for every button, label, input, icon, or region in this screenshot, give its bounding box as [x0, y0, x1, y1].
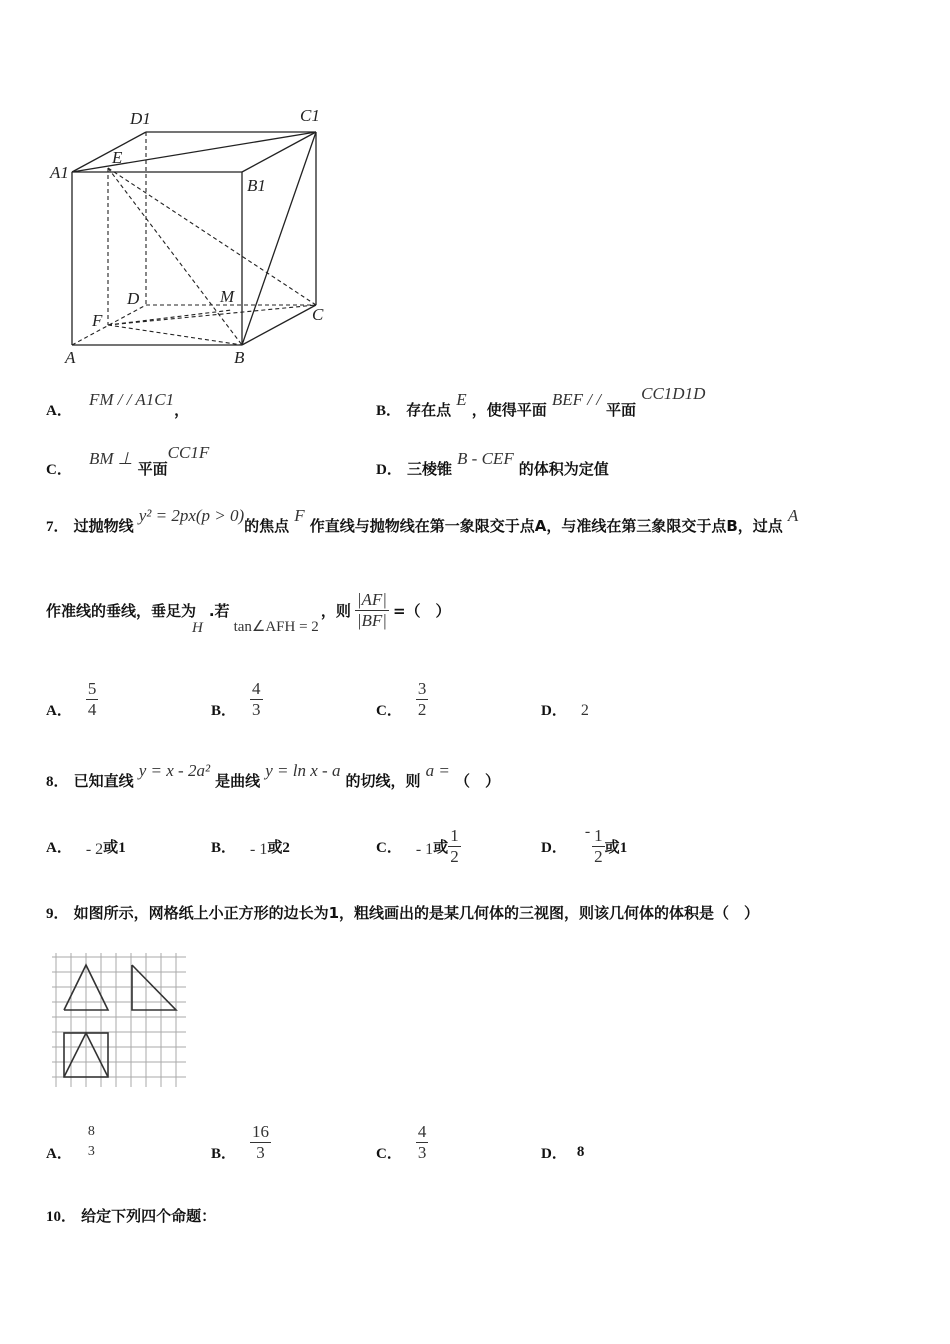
q7-option-b[interactable]	[211, 675, 263, 723]
q8-option-c[interactable]	[376, 815, 461, 867]
question-text: 作直线与抛物线在第一象限交于点A，与准线在第三象限交于点B，过点	[309, 517, 783, 535]
option-text: 平面	[137, 460, 168, 478]
question-text: 已知直线	[73, 772, 134, 790]
or-word: 或	[604, 838, 620, 856]
q6-option-d[interactable]	[376, 448, 609, 478]
option-value: 1	[619, 840, 628, 856]
or-word: 或	[103, 838, 119, 856]
fraction-numerator: 16	[252, 1121, 270, 1141]
option-value: 2	[580, 702, 589, 719]
label-F: F	[92, 311, 103, 330]
question-text: 过抛物线	[73, 517, 134, 535]
option-fraction	[416, 679, 429, 720]
option-fraction	[448, 826, 461, 867]
condition-expression: tan∠AFH = 2	[233, 619, 319, 635]
q9-option-c[interactable]	[376, 1118, 428, 1166]
fraction-denominator: 3	[256, 1142, 265, 1162]
question-text: ，则	[320, 602, 351, 620]
question-text: 作准线的垂线，垂足为	[46, 602, 197, 620]
option-text: 存在点	[406, 401, 452, 419]
minus-sign: -	[584, 823, 591, 840]
question-text: 给定下列四个命题：	[81, 1207, 217, 1225]
ratio-fraction	[355, 590, 389, 631]
option-text: 平面	[606, 401, 637, 419]
math-expression: FM / / A1C1	[88, 390, 175, 409]
option-label: C．	[376, 702, 402, 719]
fraction-denominator: 3	[252, 699, 261, 719]
fraction-denominator: 2	[594, 847, 603, 866]
q7-options	[46, 675, 746, 725]
math-expression: B - CEF	[457, 449, 514, 468]
label-B: B	[234, 348, 245, 367]
math-expression: F	[294, 506, 305, 525]
question-number: 7．	[46, 519, 69, 535]
curve-equation: y = ln x - a	[265, 761, 341, 780]
question-number: 10．	[46, 1209, 77, 1225]
math-expression: A	[787, 506, 799, 525]
option-fraction	[250, 1122, 271, 1163]
option-label: D．	[541, 1145, 567, 1162]
parabola-equation: y² = 2px(p > 0)	[138, 506, 245, 525]
option-value: 1	[118, 840, 126, 856]
fraction-numerator: 4	[252, 678, 261, 698]
q7-stem-line1	[46, 505, 799, 535]
q8-option-a[interactable]	[46, 815, 126, 867]
q7-option-a[interactable]	[46, 675, 98, 723]
math-expression: H	[192, 620, 203, 636]
option-value: - 1	[250, 841, 268, 858]
fraction-denominator: 2	[450, 847, 459, 866]
option-label: B．	[211, 1145, 237, 1162]
question-number: 8．	[46, 774, 69, 790]
option-label: C．	[376, 1145, 402, 1162]
label-A1: A1	[50, 163, 69, 182]
fraction-denominator: |BF|	[356, 611, 387, 630]
option-label: C．	[46, 462, 72, 478]
fraction-numerator: 5	[87, 678, 97, 698]
option-label: B．	[376, 403, 402, 419]
q8-option-d[interactable]	[541, 815, 627, 867]
q8-option-b[interactable]	[211, 815, 290, 867]
question-number: 9．	[46, 906, 69, 922]
or-word: 或	[267, 838, 283, 856]
option-value: 2	[282, 840, 290, 856]
label-E: E	[112, 148, 123, 167]
option-value: - 1	[415, 841, 434, 858]
answer-blank: =（ ）	[392, 602, 451, 620]
q7-option-c[interactable]	[376, 675, 428, 723]
question-text: 如图所示，网格纸上小正方形的边长为1，粗线画出的是某几何体的三视图，则该几何体的体积是（ ）	[73, 904, 760, 922]
option-value: - 2	[85, 841, 104, 858]
question-text: .若	[208, 602, 230, 620]
math-expression: E	[456, 390, 467, 409]
fraction-numerator: |AF|	[356, 590, 387, 609]
label-C1: C1	[300, 106, 320, 125]
option-fraction	[86, 1122, 97, 1162]
q9-option-a[interactable]	[46, 1118, 97, 1166]
option-label: B．	[211, 840, 237, 856]
option-fraction	[416, 1122, 429, 1163]
option-label: D．	[376, 462, 402, 478]
cube-figure	[45, 95, 345, 370]
q6-option-a[interactable]	[46, 389, 190, 419]
fraction-numerator: 1	[450, 826, 459, 845]
q10-stem	[46, 1205, 216, 1226]
option-label: A．	[46, 702, 72, 719]
math-expression: CC1F	[167, 443, 210, 462]
label-B1: B1	[247, 176, 266, 195]
q9-stem	[46, 902, 759, 923]
q9-option-b[interactable]	[211, 1118, 271, 1166]
option-fraction	[250, 679, 263, 720]
label-C: C	[312, 305, 324, 324]
question-text: 的切线，则	[345, 772, 421, 790]
math-expression: CC1D1D	[641, 384, 706, 403]
option-text: 的体积为定值	[518, 460, 609, 478]
math-expression: BEF / /	[551, 390, 601, 409]
fraction-numerator: 3	[417, 678, 427, 698]
question-text: 是曲线	[215, 772, 261, 790]
fraction-denominator: 4	[87, 699, 97, 719]
option-fraction	[86, 679, 99, 720]
q6-option-c[interactable]	[46, 443, 210, 478]
question-text: 的焦点	[244, 517, 290, 535]
q6-option-b[interactable]	[376, 384, 706, 419]
option-label: A．	[46, 403, 72, 419]
fraction-numerator: 1	[594, 826, 603, 845]
option-label: C．	[376, 840, 402, 856]
option-text: 三棱锥	[406, 460, 452, 478]
option-fraction	[592, 826, 605, 867]
punctuation: ，	[174, 401, 190, 419]
q9-options	[46, 1118, 746, 1173]
q7-stem-line2	[46, 590, 451, 636]
q8-options	[46, 815, 746, 870]
option-text: ，使得平面	[471, 401, 547, 419]
fraction-numerator: 4	[417, 1121, 427, 1141]
q8-stem	[46, 760, 500, 790]
option-label: A．	[46, 1145, 72, 1162]
option-label: A．	[46, 840, 72, 856]
math-expression: a =	[425, 761, 450, 780]
label-A: A	[65, 348, 76, 367]
three-view-grid-figure	[52, 953, 187, 1088]
math-expression: BM ⊥	[88, 449, 133, 468]
option-value: 8	[576, 1143, 585, 1160]
q9-option-d[interactable]	[541, 1118, 584, 1166]
option-label: D．	[541, 702, 567, 719]
q7-option-d[interactable]	[541, 675, 589, 723]
option-label: D．	[541, 840, 567, 856]
label-D1: D1	[130, 109, 151, 128]
label-M: M	[220, 287, 235, 306]
fraction-denominator: 2	[417, 699, 427, 719]
line-equation: y = x - 2a²	[138, 761, 211, 780]
option-label: B．	[211, 702, 237, 719]
label-D: D	[127, 289, 140, 308]
answer-blank: （ ）	[454, 772, 500, 790]
fraction-denominator: 3	[417, 1142, 427, 1162]
fraction-denominator: 3	[87, 1144, 95, 1159]
fraction-numerator: 8	[87, 1124, 95, 1139]
or-word: 或	[433, 838, 449, 856]
